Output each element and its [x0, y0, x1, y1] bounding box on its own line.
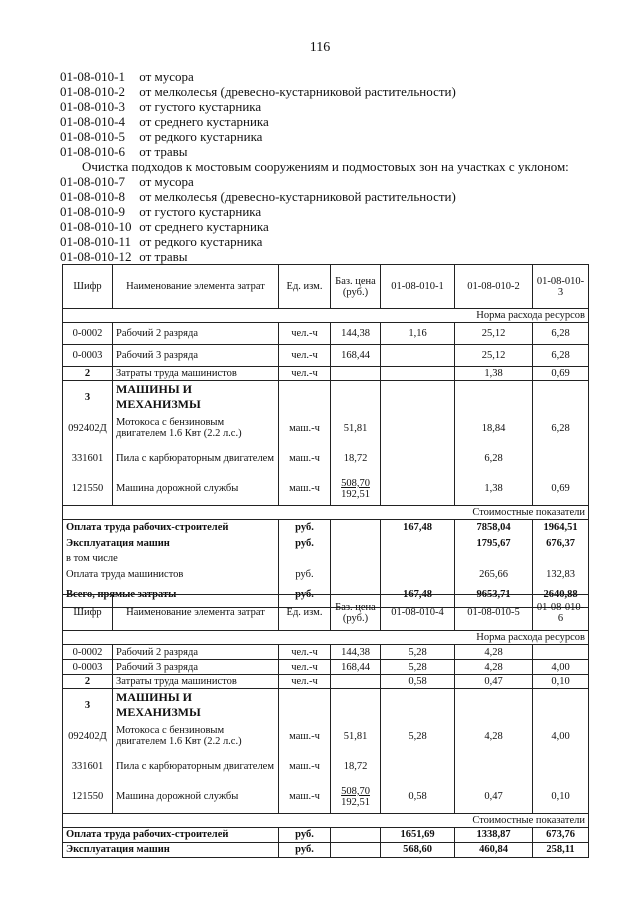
- cell-price: [331, 381, 381, 414]
- table-row: [63, 323, 589, 345]
- total-row: [63, 565, 589, 583]
- code: 01-08-010-8: [60, 189, 125, 204]
- cell-price: [331, 473, 381, 505]
- total-name: Эксплуатация машин: [63, 535, 279, 551]
- col-price: Баз. цена (руб.): [331, 595, 381, 631]
- cell-value: 0,69: [533, 367, 589, 381]
- cell-value: 0,47: [455, 781, 533, 813]
- total-unit: руб.: [279, 583, 331, 607]
- code-line: [60, 144, 620, 159]
- total-value: [381, 551, 455, 565]
- total-unit: руб.: [279, 842, 331, 857]
- table-row: [63, 751, 589, 781]
- cell-value: 4,00: [533, 721, 589, 751]
- cell-cipher: 0-0002: [63, 323, 113, 345]
- cell-price: 168,44: [331, 345, 381, 367]
- code: 01-08-010-3: [60, 99, 125, 114]
- total-value: 1651,69: [381, 827, 455, 842]
- total-value: 673,76: [533, 827, 589, 842]
- price-bottom: 192,51: [341, 796, 370, 808]
- cell-value: 0,58: [381, 675, 455, 689]
- total-row: [63, 535, 589, 551]
- code-text: от редкого кустарника: [139, 234, 263, 249]
- cell-value: 5,28: [381, 660, 455, 675]
- cell-cipher: 0-0003: [63, 345, 113, 367]
- price-top: 508,70: [341, 785, 370, 797]
- col-code: 01-08-010-2: [455, 265, 533, 309]
- code: 01-08-010-11: [60, 234, 132, 249]
- cell-value: [381, 345, 455, 367]
- code-text: от редкого кустарника: [139, 129, 263, 144]
- total-value: 1964,51: [533, 519, 589, 535]
- col-cipher: Шифр: [63, 265, 113, 309]
- cell-value: 18,84: [455, 413, 533, 443]
- cell-name: Пила с карбюраторным двигателем: [113, 751, 279, 781]
- cell-value: 0,10: [533, 675, 589, 689]
- cell-value: 0,69: [533, 473, 589, 505]
- total-name: Всего, прямые затраты: [63, 583, 279, 607]
- norm-label: Норма расхода ресурсов: [63, 631, 589, 645]
- cell-value: [533, 443, 589, 473]
- cell-cipher: 121550: [63, 781, 113, 813]
- cell-name: Машина дорожной службы: [113, 473, 279, 505]
- table-row: [63, 345, 589, 367]
- col-code: 01-08-010-3: [533, 265, 589, 309]
- cell-cipher: 0-0003: [63, 660, 113, 675]
- cell-price: 18,72: [331, 751, 381, 781]
- resource-table-1: [62, 264, 589, 608]
- total-unit: руб.: [279, 565, 331, 583]
- cell-cipher: 3: [63, 381, 113, 414]
- total-value: 167,48: [381, 519, 455, 535]
- cell-value: [533, 689, 589, 722]
- cell-price: [331, 565, 381, 583]
- code-line: [60, 99, 620, 114]
- total-unit: руб.: [279, 827, 331, 842]
- table-row: [63, 381, 589, 414]
- code-line: [60, 234, 620, 249]
- cell-value: 0,58: [381, 781, 455, 813]
- code-line: [60, 69, 620, 84]
- cell-price: 51,81: [331, 721, 381, 751]
- cell-unit: маш.-ч: [279, 443, 331, 473]
- cell-value: [533, 645, 589, 660]
- cell-value: 6,28: [533, 345, 589, 367]
- total-value: [381, 535, 455, 551]
- code-text: от травы: [139, 144, 188, 159]
- total-value: 1338,87: [455, 827, 533, 842]
- cell-cipher: 2: [63, 367, 113, 381]
- table-row: [63, 413, 589, 443]
- code: 01-08-010-5: [60, 129, 125, 144]
- total-unit: [279, 551, 331, 565]
- code-line: [60, 114, 620, 129]
- cell-price: [331, 842, 381, 857]
- cell-value: 1,16: [381, 323, 455, 345]
- cell-cipher: 331601: [63, 443, 113, 473]
- cell-name: Машина дорожной службы: [113, 781, 279, 813]
- section-heading: Очистка подходов к мостовым сооружениям и подмостовых зон на участках с уклоном:: [82, 159, 569, 174]
- table-row: [63, 443, 589, 473]
- cell-unit: чел.-ч: [279, 675, 331, 689]
- code: 01-08-010-4: [60, 114, 125, 129]
- cell-name: Мотокоса с бензиновым двигателем 1.6 Квт (2.2 л.с.): [113, 721, 279, 751]
- cell-value: [381, 689, 455, 722]
- table-row: [63, 645, 589, 660]
- cell-value: [533, 381, 589, 414]
- total-row: [63, 551, 589, 565]
- total-row: [63, 842, 589, 857]
- total-unit: руб.: [279, 535, 331, 551]
- cell-name: Рабочий 3 разряда: [113, 345, 279, 367]
- cell-unit: чел.-ч: [279, 345, 331, 367]
- code-line: [60, 204, 620, 219]
- total-value: [455, 551, 533, 565]
- cell-value: 4,00: [533, 660, 589, 675]
- cell-price: [331, 519, 381, 535]
- total-row: [63, 519, 589, 535]
- cell-value: [381, 443, 455, 473]
- code-text: от мелколесья (древесно-кустарниковой растительности): [139, 189, 456, 204]
- cell-value: 0,10: [533, 781, 589, 813]
- total-name: в том числе: [63, 551, 279, 565]
- cell-unit: чел.-ч: [279, 367, 331, 381]
- cell-value: 5,28: [381, 645, 455, 660]
- cell-price: 144,38: [331, 323, 381, 345]
- cell-cipher: 331601: [63, 751, 113, 781]
- col-name: Наименование элемента затрат: [113, 595, 279, 631]
- cell-name: Мотокоса с бензиновым двигателем 1.6 Квт (2.2 л.с.): [113, 413, 279, 443]
- code-text: от травы: [139, 249, 188, 264]
- cell-value: 4,28: [455, 721, 533, 751]
- resource-table-2: [62, 594, 589, 858]
- cell-price: 51,81: [331, 413, 381, 443]
- total-value: 1795,67: [455, 535, 533, 551]
- cell-value: 6,28: [455, 443, 533, 473]
- code-text: от мусора: [139, 174, 194, 189]
- total-value: 132,83: [533, 565, 589, 583]
- code-list: [60, 69, 620, 264]
- cell-name: Затраты труда машинистов: [113, 367, 279, 381]
- code: 01-08-010-7: [60, 174, 125, 189]
- table-row: [63, 781, 589, 813]
- col-unit: Ед. изм.: [279, 265, 331, 309]
- cell-value: 1,38: [455, 473, 533, 505]
- cell-name: МАШИНЫ И МЕХАНИЗМЫ: [113, 381, 279, 414]
- total-value: 265,66: [455, 565, 533, 583]
- cell-value: [455, 751, 533, 781]
- total-name: Оплата труда машинистов: [63, 565, 279, 583]
- cell-value: 5,28: [381, 721, 455, 751]
- total-value: 2640,88: [533, 583, 589, 607]
- table-row: [63, 721, 589, 751]
- price-top: 508,70: [341, 477, 370, 489]
- cell-cipher: 121550: [63, 473, 113, 505]
- cell-unit: маш.-ч: [279, 413, 331, 443]
- total-value: [533, 551, 589, 565]
- cell-name: Затраты труда машинистов: [113, 675, 279, 689]
- cell-unit: маш.-ч: [279, 781, 331, 813]
- total-value: 7858,04: [455, 519, 533, 535]
- code-line: [60, 189, 620, 204]
- total-value: 167,48: [381, 583, 455, 607]
- code-line: [60, 219, 620, 234]
- cell-unit: чел.-ч: [279, 660, 331, 675]
- cell-name: Рабочий 2 разряда: [113, 323, 279, 345]
- page-number: 116: [309, 40, 331, 55]
- cell-name: Пила с карбюраторным двигателем: [113, 443, 279, 473]
- cell-cipher: 0-0002: [63, 645, 113, 660]
- cell-value: [455, 689, 533, 722]
- cell-value: 1,38: [455, 367, 533, 381]
- cell-cipher: 092402Д: [63, 413, 113, 443]
- cell-value: [455, 381, 533, 414]
- cell-value: 4,28: [455, 645, 533, 660]
- cell-unit: [279, 689, 331, 722]
- cell-price: [331, 535, 381, 551]
- cell-unit: [279, 381, 331, 414]
- cell-price: [331, 689, 381, 722]
- cell-value: [381, 367, 455, 381]
- total-value: 676,37: [533, 535, 589, 551]
- total-value: 258,11: [533, 842, 589, 857]
- code-line: [60, 174, 620, 189]
- cost-label: Стоимостные показатели: [63, 813, 589, 827]
- total-value: [381, 565, 455, 583]
- cell-price: [331, 675, 381, 689]
- col-code: 01-08-010-1: [381, 265, 455, 309]
- total-name: Оплата труда рабочих-строителей: [63, 519, 279, 535]
- cell-value: 4,28: [455, 660, 533, 675]
- col-unit: Ед. изм.: [279, 595, 331, 631]
- col-price: Баз. цена (руб.): [331, 265, 381, 309]
- total-value: 568,60: [381, 842, 455, 857]
- code-text: от густого кустарника: [139, 99, 262, 114]
- cell-value: [381, 473, 455, 505]
- cell-unit: маш.-ч: [279, 473, 331, 505]
- norm-label: Норма расхода ресурсов: [63, 309, 589, 323]
- table-row: [63, 689, 589, 722]
- total-value: 460,84: [455, 842, 533, 857]
- cell-cipher: 2: [63, 675, 113, 689]
- total-name: Оплата труда рабочих-строителей: [63, 827, 279, 842]
- cell-value: 0,47: [455, 675, 533, 689]
- col-code: 01-08-010-6: [533, 595, 589, 631]
- cell-price: [331, 827, 381, 842]
- code-line: [60, 129, 620, 144]
- cell-name: Рабочий 2 разряда: [113, 645, 279, 660]
- col-cipher: Шифр: [63, 595, 113, 631]
- cell-name: Рабочий 3 разряда: [113, 660, 279, 675]
- cell-price: 144,38: [331, 645, 381, 660]
- cell-price: [331, 367, 381, 381]
- total-value: 9653,71: [455, 583, 533, 607]
- cell-unit: чел.-ч: [279, 645, 331, 660]
- cell-unit: маш.-ч: [279, 721, 331, 751]
- cell-value: [381, 751, 455, 781]
- table-row: [63, 473, 589, 505]
- col-code: 01-08-010-4: [381, 595, 455, 631]
- total-row: [63, 827, 589, 842]
- cell-cipher: 3: [63, 689, 113, 722]
- table-row: [63, 367, 589, 381]
- price-bottom: 192,51: [341, 488, 370, 500]
- code: 01-08-010-1: [60, 69, 125, 84]
- code: 01-08-010-12: [60, 249, 132, 264]
- cell-value: [533, 751, 589, 781]
- cell-name: МАШИНЫ И МЕХАНИЗМЫ: [113, 689, 279, 722]
- cell-price: [331, 781, 381, 813]
- code-text: от среднего кустарника: [139, 114, 269, 129]
- table-row: [63, 660, 589, 675]
- cell-price: 18,72: [331, 443, 381, 473]
- cell-price: 168,44: [331, 660, 381, 675]
- col-name: Наименование элемента затрат: [113, 265, 279, 309]
- code-line: [60, 84, 620, 99]
- cell-value: 6,28: [533, 323, 589, 345]
- code: 01-08-010-10: [60, 219, 132, 234]
- code: 01-08-010-6: [60, 144, 125, 159]
- code: 01-08-010-2: [60, 84, 125, 99]
- code-text: от мусора: [139, 69, 194, 84]
- cell-value: [381, 381, 455, 414]
- cell-price: [331, 551, 381, 565]
- cell-value: 6,28: [533, 413, 589, 443]
- cell-cipher: 092402Д: [63, 721, 113, 751]
- cost-label: Стоимостные показатели: [63, 505, 589, 519]
- code-text: от густого кустарника: [139, 204, 262, 219]
- total-name: Эксплуатация машин: [63, 842, 279, 857]
- cell-value: 25,12: [455, 345, 533, 367]
- cell-unit: маш.-ч: [279, 751, 331, 781]
- code-text: от мелколесья (древесно-кустарниковой растительности): [139, 84, 456, 99]
- table-row: [63, 675, 589, 689]
- cell-unit: чел.-ч: [279, 323, 331, 345]
- col-code: 01-08-010-5: [455, 595, 533, 631]
- cell-value: 25,12: [455, 323, 533, 345]
- cell-value: [381, 413, 455, 443]
- code: 01-08-010-9: [60, 204, 125, 219]
- total-unit: руб.: [279, 519, 331, 535]
- code-line: [60, 249, 620, 264]
- code-text: от среднего кустарника: [139, 219, 269, 234]
